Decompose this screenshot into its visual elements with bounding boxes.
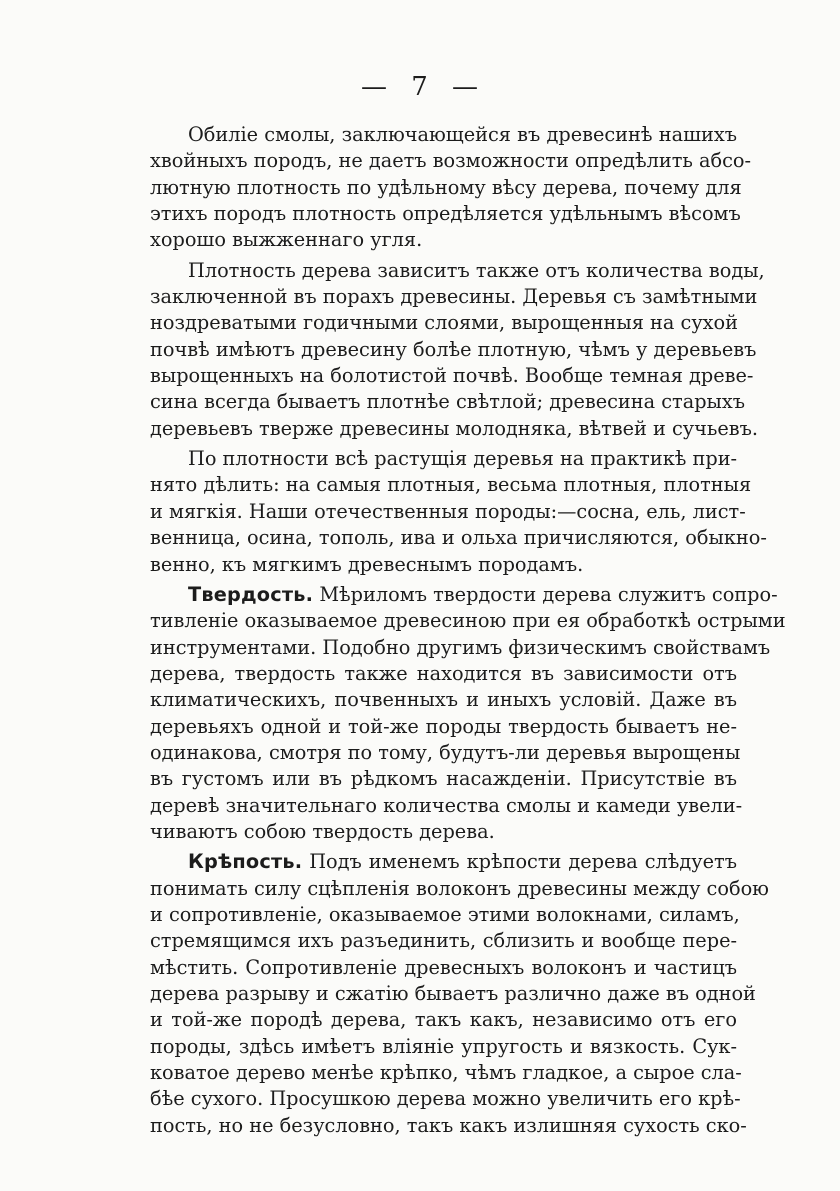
line-text: деревьяхъ одной и той-же породы твердость бываетъ не- xyxy=(150,714,737,738)
page-number-dash-right: — xyxy=(452,72,480,102)
text-line xyxy=(150,201,741,227)
line-text: инструментами. Подобно другимъ физическимъ свойствамъ xyxy=(150,635,771,659)
line-text: этихъ породъ плотность опредѣляется удѣльнымъ вѣсомъ xyxy=(150,202,741,226)
line-text: почвѣ имѣютъ древесину болѣе плотную, чѣмъ у деревьевъ xyxy=(150,337,757,361)
line-text: нято дѣлить: на самыя плотныя, весьма плотныя, плотныя xyxy=(150,473,752,497)
text-line xyxy=(150,148,752,174)
line-text: чиваютъ собою твердость дерева. xyxy=(150,819,495,843)
line-text: понимать силу сцѣпленiя волоконъ древесины между собою xyxy=(150,876,769,900)
text-line xyxy=(150,1060,742,1086)
paragraph xyxy=(150,582,786,845)
line-text: деревьевъ тверже древесины молодняка, вѣтвей и сучьевъ. xyxy=(150,416,759,440)
line-text: въ густомъ или въ рѣдкомъ насажденiи. Присутствiе въ xyxy=(150,767,737,791)
text-line xyxy=(150,714,737,740)
paragraph xyxy=(150,122,752,254)
line-text: Мѣриломъ твердости дерева служитъ сопро- xyxy=(313,582,778,606)
paragraph xyxy=(150,446,767,578)
line-text: сина всегда бываетъ плотнѣе свѣтлой; древесина старыхъ xyxy=(150,390,746,414)
line-text: дерева, твердость также находится въ зависимости отъ xyxy=(150,661,737,685)
line-text: дерева разрыву и сжатiю бываетъ различно даже въ одной xyxy=(150,982,756,1005)
line-text: одинакова, смотря по тому, будутъ-ли деревья вырощены xyxy=(150,740,741,764)
line-text: Плотность дерева зависитъ также отъ количества воды, xyxy=(188,258,765,282)
text-line xyxy=(150,472,752,498)
line-text: мѣстить. Сопротивленiе древесныхъ волоконъ и частицъ xyxy=(150,955,737,979)
text-line xyxy=(150,981,756,1007)
line-text: ноздреватыми годичными слоями, вырощенныя на сухой xyxy=(150,311,739,335)
text-line xyxy=(150,793,743,819)
text-line xyxy=(150,928,737,954)
body-text xyxy=(150,122,786,1139)
text-line xyxy=(150,122,737,148)
text-line xyxy=(150,955,737,981)
text-line xyxy=(150,499,746,525)
line-text: породы, здѣсь имѣетъ влiянiе упругость и вязкость. Сук- xyxy=(150,1034,737,1058)
paragraph xyxy=(150,849,769,1139)
line-text: вырощенныхъ на болотистой почвѣ. Вообще темная древе- xyxy=(150,364,754,388)
line-text: и мягкiя. Наши отечественныя породы:—сосна, ель, лист- xyxy=(150,499,746,523)
line-text: хвойныхъ породъ, не даетъ возможности опредѣлить абсо- xyxy=(150,149,752,173)
text-line xyxy=(150,902,740,928)
text-line xyxy=(150,284,758,310)
text-line xyxy=(150,552,737,578)
section-heading: Крѣпость. xyxy=(188,850,303,874)
section-heading: Твердость. xyxy=(188,582,314,606)
text-line xyxy=(150,416,759,442)
text-line xyxy=(150,608,786,634)
line-text: Подъ именемъ крѣпости дерева слѣдуетъ xyxy=(302,850,737,874)
text-line xyxy=(150,1113,747,1139)
line-text: бѣе сухого. Просушкою дерева можно увеличить его крѣ- xyxy=(150,1087,741,1111)
text-line xyxy=(150,661,737,687)
text-line xyxy=(150,766,737,792)
line-text: тивленiе оказываемое древесиною при ея обработкѣ острыми xyxy=(150,609,786,633)
line-text: коватое дерево менѣе крѣпко, чѣмъ гладкое, а сырое сла- xyxy=(150,1061,742,1085)
line-text: венница, осина, тополь, ива и ольха причисляются, обыкно- xyxy=(150,526,767,550)
text-line xyxy=(150,635,771,661)
text-line xyxy=(150,1007,737,1033)
text-line xyxy=(150,389,746,415)
text-line xyxy=(150,687,737,713)
text-line xyxy=(150,1086,741,1112)
text-line xyxy=(150,227,737,253)
line-text: стремящимся ихъ разъединить, сблизить и вообще пере- xyxy=(150,929,737,953)
text-line xyxy=(150,849,737,875)
line-text: венно, къ мягкимъ древеснымъ породамъ. xyxy=(150,552,584,576)
line-text: По плотности всѣ растущiя деревья на практикѣ при- xyxy=(188,447,738,471)
line-text: деревѣ значительнаго количества смолы и камеди увели- xyxy=(150,793,743,817)
text-line xyxy=(150,310,737,336)
line-text: и той-же породѣ дерева, такъ какъ, независимо отъ его xyxy=(150,1008,737,1032)
text-line xyxy=(150,446,737,472)
page-number-dash-left: — xyxy=(360,72,388,102)
line-text: и сопротивленiе, оказываемое этими волокнами, силамъ, xyxy=(150,902,740,926)
text-line xyxy=(150,525,767,551)
page-number xyxy=(0,72,840,102)
text-line xyxy=(150,363,754,389)
text-line xyxy=(150,582,778,608)
line-text: хорошо выжженнаго угля. xyxy=(150,228,423,252)
text-line xyxy=(150,876,769,902)
text-line xyxy=(150,337,757,363)
text-line xyxy=(150,175,742,201)
line-text: Обилiе смолы, заключающейся въ древесинѣ нашихъ xyxy=(188,123,737,146)
line-text: пость, но не безусловно, такъ какъ излишняя сухость ско- xyxy=(150,1113,747,1137)
line-text: климатическихъ, почвенныхъ и иныхъ условiй. Даже въ xyxy=(150,688,737,712)
text-line xyxy=(150,819,737,845)
text-line xyxy=(150,740,741,766)
text-line xyxy=(150,1034,737,1060)
paragraph xyxy=(150,258,765,442)
line-text: заключенной въ порахъ древесины. Деревья съ замѣтными xyxy=(150,285,758,309)
page-number-value: 7 xyxy=(411,72,429,102)
line-text: лютную плотность по удѣльному вѣсу дерева, почему для xyxy=(150,175,742,199)
text-line xyxy=(150,258,765,284)
